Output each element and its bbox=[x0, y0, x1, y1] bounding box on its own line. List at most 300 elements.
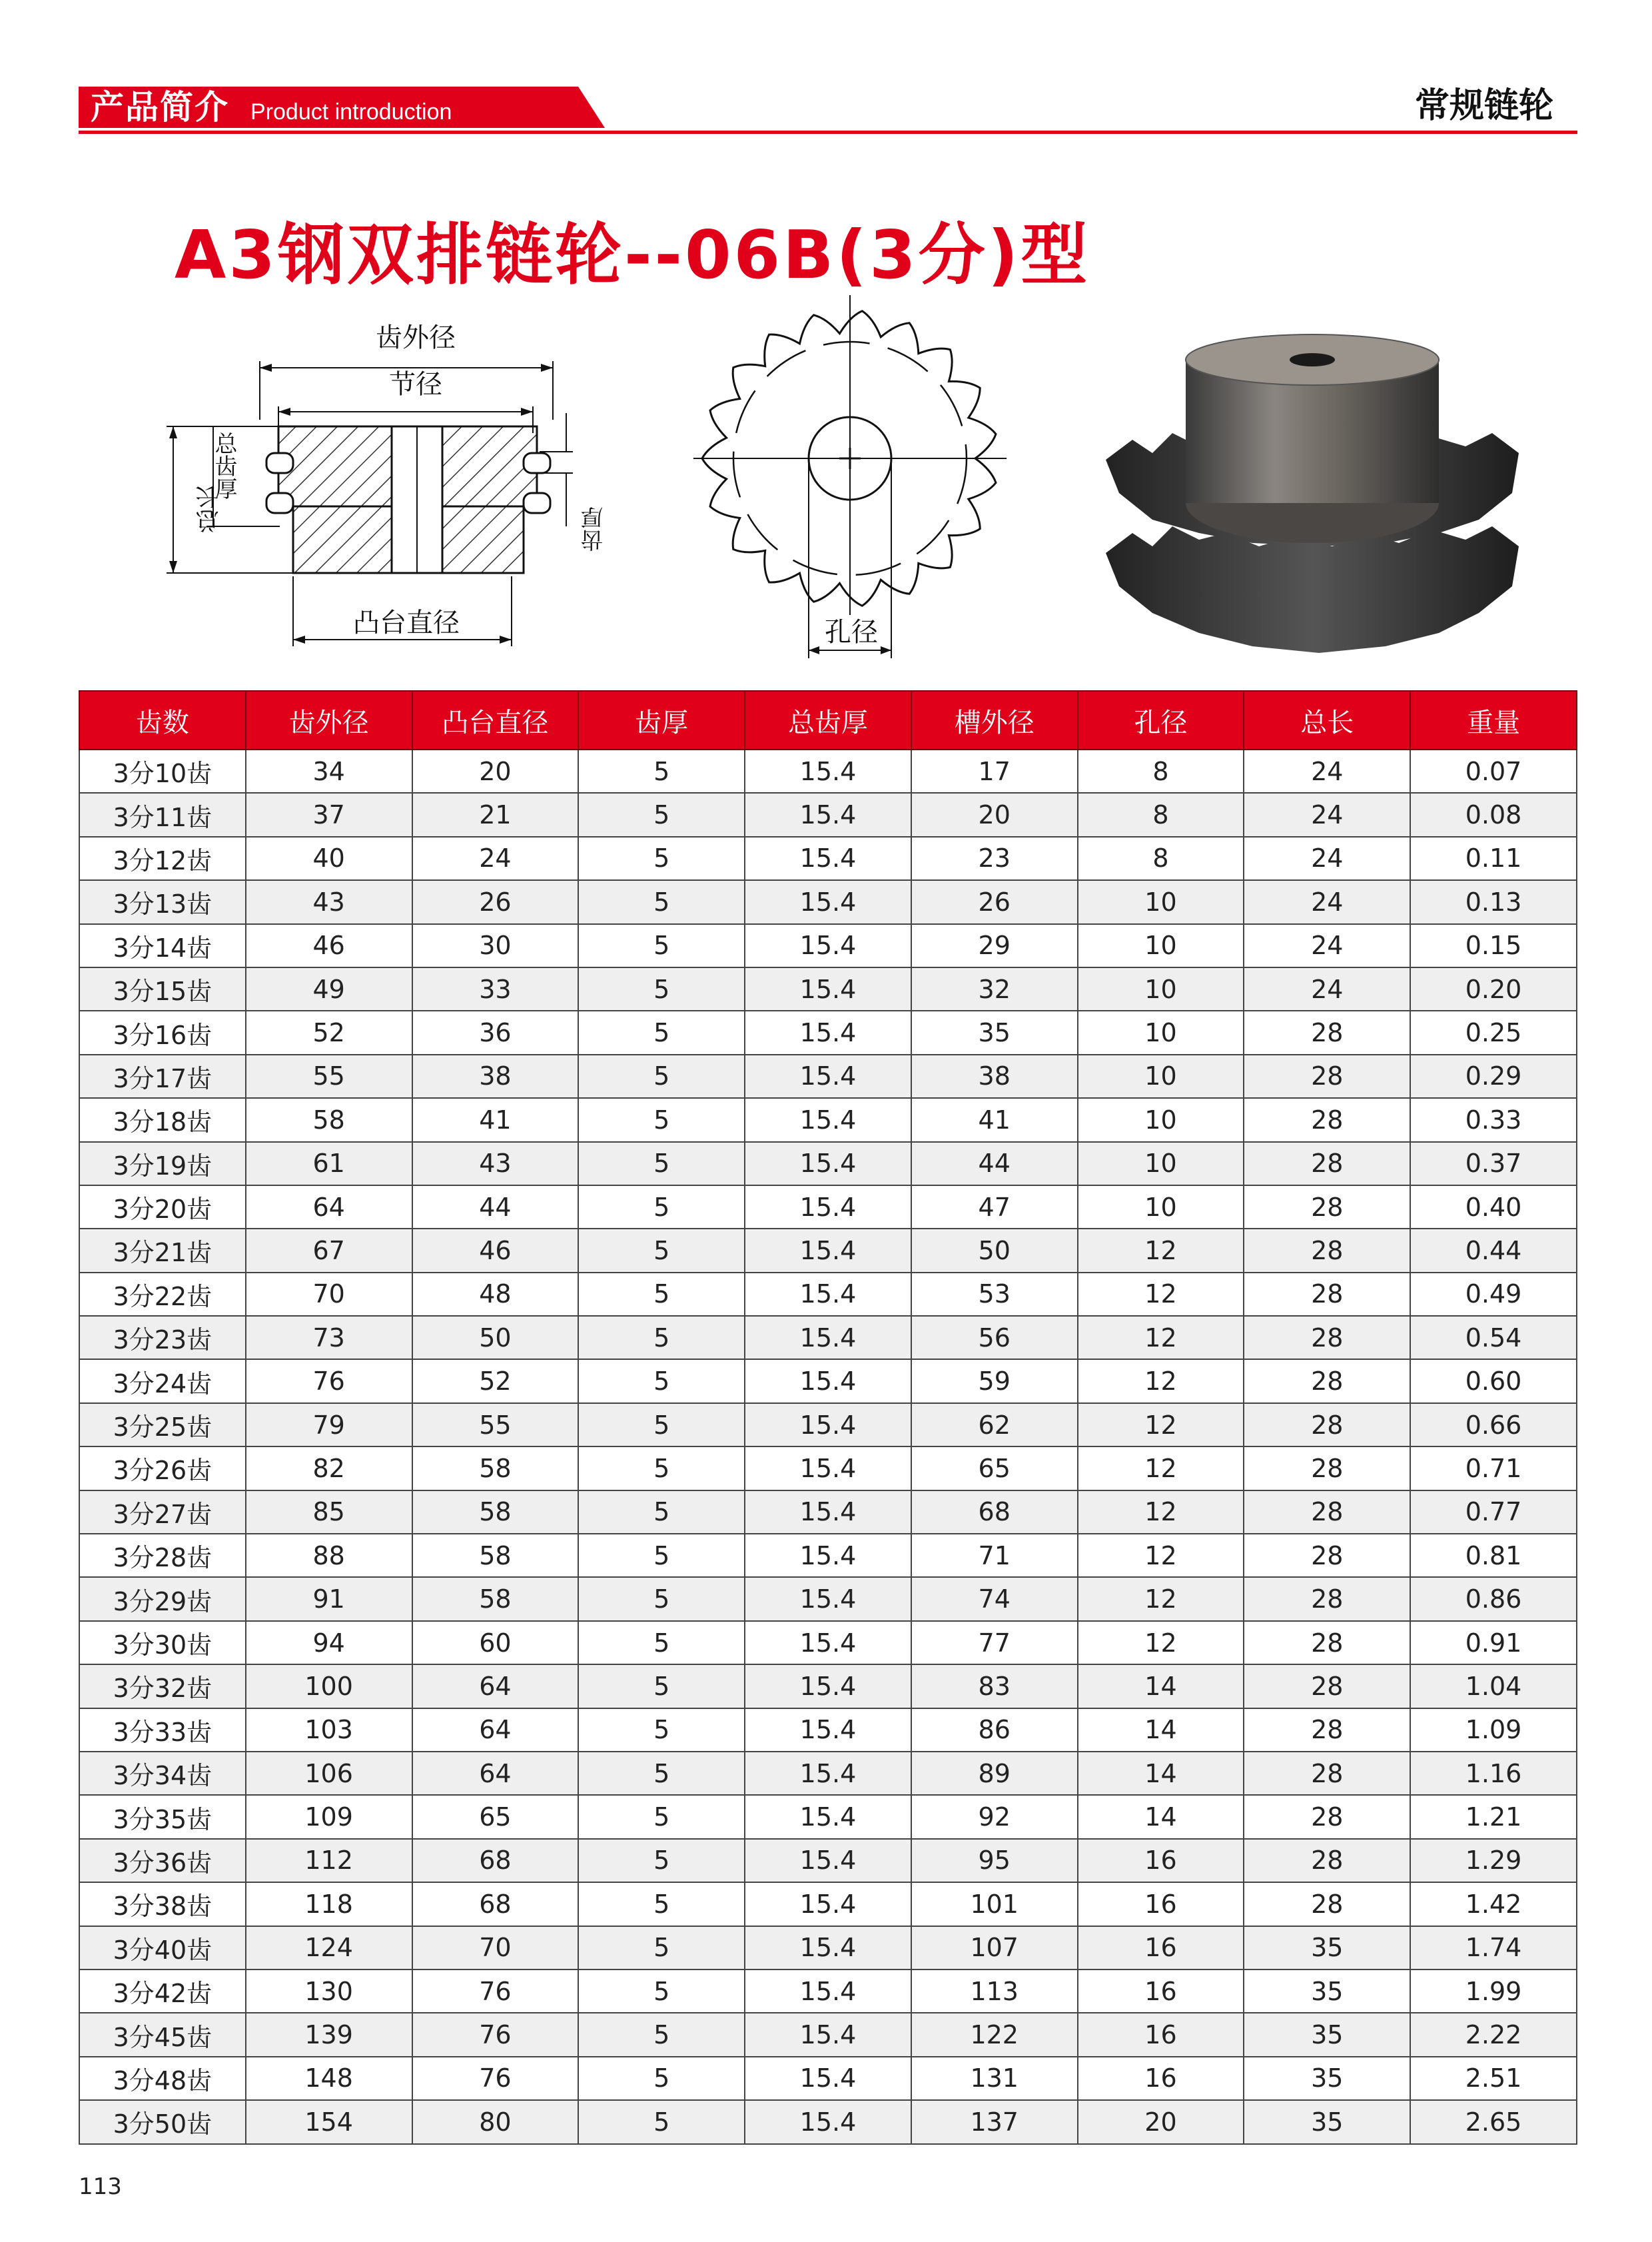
table-cell: 83 bbox=[911, 1664, 1078, 1708]
table-cell: 24 bbox=[1244, 750, 1410, 793]
table-cell: 3分23齿 bbox=[79, 1316, 246, 1359]
table-cell: 43 bbox=[412, 1142, 579, 1185]
table-cell: 55 bbox=[412, 1403, 579, 1446]
table-cell: 41 bbox=[412, 1098, 579, 1141]
table-row bbox=[79, 2013, 1577, 2056]
table-cell: 3分28齿 bbox=[79, 1534, 246, 1577]
table-cell: 3分36齿 bbox=[79, 1839, 246, 1882]
front-view-diagram bbox=[686, 293, 1032, 666]
table-cell: 88 bbox=[246, 1534, 412, 1577]
table-row bbox=[79, 1795, 1577, 1838]
table-cell: 15.4 bbox=[745, 1577, 911, 1620]
table-cell: 10 bbox=[1078, 880, 1244, 923]
table-cell: 3分19齿 bbox=[79, 1142, 246, 1185]
col-header: 重量 bbox=[1410, 691, 1577, 750]
table-cell: 15.4 bbox=[745, 1969, 911, 2013]
table-cell: 41 bbox=[911, 1098, 1078, 1141]
table-cell: 92 bbox=[911, 1795, 1078, 1838]
table-cell: 67 bbox=[246, 1229, 412, 1272]
table-cell: 3分24齿 bbox=[79, 1359, 246, 1402]
table-row bbox=[79, 1403, 1577, 1446]
table-cell: 28 bbox=[1244, 1011, 1410, 1054]
table-cell: 15.4 bbox=[745, 2100, 911, 2143]
table-cell: 55 bbox=[246, 1055, 412, 1098]
table-row bbox=[79, 1534, 1577, 1577]
table-cell: 58 bbox=[412, 1490, 579, 1534]
table-cell: 28 bbox=[1244, 1273, 1410, 1316]
table-cell: 12 bbox=[1078, 1229, 1244, 1272]
table-cell: 8 bbox=[1078, 750, 1244, 793]
table-cell: 15.4 bbox=[745, 967, 911, 1011]
table-row bbox=[79, 1185, 1577, 1229]
table-row bbox=[79, 1055, 1577, 1098]
table-cell: 5 bbox=[578, 1577, 745, 1620]
table-cell: 77 bbox=[911, 1621, 1078, 1664]
table-cell: 12 bbox=[1078, 1446, 1244, 1490]
table-cell: 5 bbox=[578, 1926, 745, 1969]
table-cell: 28 bbox=[1244, 1839, 1410, 1882]
table-cell: 12 bbox=[1078, 1621, 1244, 1664]
table-cell: 15.4 bbox=[745, 1621, 911, 1664]
table-cell: 124 bbox=[246, 1926, 412, 1969]
table-cell: 85 bbox=[246, 1490, 412, 1534]
table-cell: 101 bbox=[911, 1882, 1078, 1926]
table-cell: 15.4 bbox=[745, 837, 911, 880]
table-cell: 5 bbox=[578, 1142, 745, 1185]
table-cell: 53 bbox=[911, 1273, 1078, 1316]
table-cell: 1.29 bbox=[1410, 1839, 1577, 1882]
table-cell: 15.4 bbox=[745, 1839, 911, 1882]
table-cell: 70 bbox=[246, 1273, 412, 1316]
table-cell: 2.51 bbox=[1410, 2057, 1577, 2100]
table-cell: 3分30齿 bbox=[79, 1621, 246, 1664]
table-cell: 5 bbox=[578, 2100, 745, 2143]
table-cell: 28 bbox=[1244, 1055, 1410, 1098]
table-cell: 3分17齿 bbox=[79, 1055, 246, 1098]
table-cell: 34 bbox=[246, 750, 412, 793]
table-cell: 73 bbox=[246, 1316, 412, 1359]
category-label: 常规链轮 bbox=[1414, 86, 1553, 126]
table-cell: 2.22 bbox=[1410, 2013, 1577, 2056]
table-cell: 35 bbox=[1244, 1926, 1410, 1969]
table-cell: 5 bbox=[578, 1229, 745, 1272]
table-header-row bbox=[79, 691, 1577, 750]
table-cell: 26 bbox=[412, 880, 579, 923]
table-cell: 10 bbox=[1078, 1011, 1244, 1054]
table-cell: 3分18齿 bbox=[79, 1098, 246, 1141]
table-cell: 24 bbox=[1244, 837, 1410, 880]
table-cell: 3分10齿 bbox=[79, 750, 246, 793]
table-cell: 5 bbox=[578, 1534, 745, 1577]
table-cell: 0.71 bbox=[1410, 1446, 1577, 1490]
table-cell: 15.4 bbox=[745, 1098, 911, 1141]
table-cell: 0.37 bbox=[1410, 1142, 1577, 1185]
table-cell: 107 bbox=[911, 1926, 1078, 1969]
table-cell: 28 bbox=[1244, 1621, 1410, 1664]
table-cell: 0.11 bbox=[1410, 837, 1577, 880]
table-cell: 52 bbox=[412, 1359, 579, 1402]
table-cell: 64 bbox=[412, 1664, 579, 1708]
table-cell: 94 bbox=[246, 1621, 412, 1664]
table-cell: 35 bbox=[1244, 2057, 1410, 2100]
table-cell: 29 bbox=[911, 924, 1078, 967]
table-cell: 28 bbox=[1244, 1316, 1410, 1359]
table-cell: 0.29 bbox=[1410, 1055, 1577, 1098]
table-cell: 16 bbox=[1078, 1839, 1244, 1882]
table-cell: 35 bbox=[1244, 2100, 1410, 2143]
table-cell: 15.4 bbox=[745, 1403, 911, 1446]
table-cell: 103 bbox=[246, 1708, 412, 1752]
label-total-length: 总长 bbox=[195, 485, 223, 533]
table-cell: 20 bbox=[911, 793, 1078, 836]
table-row bbox=[79, 1273, 1577, 1316]
table-cell: 12 bbox=[1078, 1273, 1244, 1316]
table-cell: 48 bbox=[412, 1273, 579, 1316]
table-cell: 3分20齿 bbox=[79, 1185, 246, 1229]
table-cell: 43 bbox=[246, 880, 412, 923]
table-row bbox=[79, 750, 1577, 793]
table-cell: 20 bbox=[412, 750, 579, 793]
table-cell: 37 bbox=[246, 793, 412, 836]
table-cell: 0.40 bbox=[1410, 1185, 1577, 1229]
table-cell: 5 bbox=[578, 1621, 745, 1664]
table-cell: 0.25 bbox=[1410, 1011, 1577, 1054]
label-bore-dia: 孔径 bbox=[825, 617, 878, 648]
table-cell: 118 bbox=[246, 1882, 412, 1926]
table-row bbox=[79, 1882, 1577, 1926]
table-cell: 16 bbox=[1078, 2057, 1244, 2100]
table-cell: 15.4 bbox=[745, 1926, 911, 1969]
table-cell: 14 bbox=[1078, 1795, 1244, 1838]
table-cell: 58 bbox=[412, 1577, 579, 1620]
table-cell: 50 bbox=[412, 1316, 579, 1359]
table-cell: 26 bbox=[911, 880, 1078, 923]
table-cell: 28 bbox=[1244, 1795, 1410, 1838]
table-cell: 5 bbox=[578, 1273, 745, 1316]
col-header: 齿厚 bbox=[578, 691, 745, 750]
table-cell: 12 bbox=[1078, 1577, 1244, 1620]
table-cell: 79 bbox=[246, 1403, 412, 1446]
table-cell: 8 bbox=[1078, 793, 1244, 836]
table-cell: 28 bbox=[1244, 1185, 1410, 1229]
table-cell: 76 bbox=[412, 2013, 579, 2056]
table-cell: 0.44 bbox=[1410, 1229, 1577, 1272]
col-header: 孔径 bbox=[1078, 691, 1244, 750]
table-cell: 76 bbox=[412, 2057, 579, 2100]
page-title: A3钢双排链轮--06B(3分)型 bbox=[175, 216, 1090, 294]
table-cell: 3分14齿 bbox=[79, 924, 246, 967]
table-row bbox=[79, 793, 1577, 836]
table-cell: 5 bbox=[578, 750, 745, 793]
table-cell: 5 bbox=[578, 1316, 745, 1359]
table-cell: 15.4 bbox=[745, 1359, 911, 1402]
table-cell: 49 bbox=[246, 967, 412, 1011]
table-cell: 122 bbox=[911, 2013, 1078, 2056]
table-cell: 46 bbox=[412, 1229, 579, 1272]
table-cell: 52 bbox=[246, 1011, 412, 1054]
table-cell: 15.4 bbox=[745, 1708, 911, 1752]
table-row bbox=[79, 1664, 1577, 1708]
cross-section-diagram bbox=[160, 313, 626, 660]
table-cell: 50 bbox=[911, 1229, 1078, 1272]
table-cell: 15.4 bbox=[745, 793, 911, 836]
label-tooth-thickness: 齿厚 bbox=[581, 506, 608, 552]
table-cell: 89 bbox=[911, 1752, 1078, 1795]
table-cell: 35 bbox=[911, 1011, 1078, 1054]
table-cell: 62 bbox=[911, 1403, 1078, 1446]
label-tooth-outer-dia: 齿外径 bbox=[376, 322, 456, 353]
table-row bbox=[79, 1969, 1577, 2013]
table-row bbox=[79, 1839, 1577, 1882]
label-hub-dia: 凸台直径 bbox=[353, 608, 460, 638]
table-cell: 24 bbox=[1244, 924, 1410, 967]
table-cell: 44 bbox=[412, 1185, 579, 1229]
label-total-tooth-thickness: 总齿厚 bbox=[210, 432, 237, 500]
table-cell: 64 bbox=[412, 1752, 579, 1795]
table-cell: 3分11齿 bbox=[79, 793, 246, 836]
table-row bbox=[79, 1708, 1577, 1752]
table-cell: 82 bbox=[246, 1446, 412, 1490]
table-cell: 64 bbox=[246, 1185, 412, 1229]
table-cell: 28 bbox=[1244, 1403, 1410, 1446]
table-cell: 14 bbox=[1078, 1752, 1244, 1795]
table-cell: 91 bbox=[246, 1577, 412, 1620]
col-header: 总长 bbox=[1244, 691, 1410, 750]
table-cell: 28 bbox=[1244, 1490, 1410, 1534]
table-cell: 86 bbox=[911, 1708, 1078, 1752]
table-cell: 1.09 bbox=[1410, 1708, 1577, 1752]
table-cell: 12 bbox=[1078, 1490, 1244, 1534]
table-cell: 12 bbox=[1078, 1359, 1244, 1402]
table-cell: 12 bbox=[1078, 1534, 1244, 1577]
table-cell: 12 bbox=[1078, 1403, 1244, 1446]
table-cell: 38 bbox=[911, 1055, 1078, 1098]
table-cell: 131 bbox=[911, 2057, 1078, 2100]
table-cell: 28 bbox=[1244, 1664, 1410, 1708]
table-cell: 44 bbox=[911, 1142, 1078, 1185]
table-cell: 56 bbox=[911, 1316, 1078, 1359]
table-row bbox=[79, 2057, 1577, 2100]
table-cell: 3分29齿 bbox=[79, 1577, 246, 1620]
table-cell: 1.04 bbox=[1410, 1664, 1577, 1708]
table-cell: 5 bbox=[578, 837, 745, 880]
table-cell: 3分33齿 bbox=[79, 1708, 246, 1752]
table-cell: 70 bbox=[412, 1926, 579, 1969]
table-cell: 15.4 bbox=[745, 1273, 911, 1316]
table-cell: 10 bbox=[1078, 1055, 1244, 1098]
table-cell: 0.49 bbox=[1410, 1273, 1577, 1316]
table-row bbox=[79, 1621, 1577, 1664]
table-cell: 5 bbox=[578, 1185, 745, 1229]
table-cell: 137 bbox=[911, 2100, 1078, 2143]
table-row bbox=[79, 2100, 1577, 2143]
table-cell: 3分35齿 bbox=[79, 1795, 246, 1838]
table-cell: 64 bbox=[412, 1708, 579, 1752]
table-row bbox=[79, 1490, 1577, 1534]
table-cell: 46 bbox=[246, 924, 412, 967]
table-cell: 0.66 bbox=[1410, 1403, 1577, 1446]
table-cell: 3分15齿 bbox=[79, 967, 246, 1011]
table-cell: 3分12齿 bbox=[79, 837, 246, 880]
table-cell: 5 bbox=[578, 924, 745, 967]
table-cell: 1.74 bbox=[1410, 1926, 1577, 1969]
table-cell: 3分22齿 bbox=[79, 1273, 246, 1316]
table-cell: 35 bbox=[1244, 2013, 1410, 2056]
table-cell: 0.07 bbox=[1410, 750, 1577, 793]
table-cell: 1.42 bbox=[1410, 1882, 1577, 1926]
label-pitch-dia: 节径 bbox=[389, 369, 442, 400]
table-row bbox=[79, 1577, 1577, 1620]
col-header: 齿数 bbox=[79, 691, 246, 750]
table-cell: 0.33 bbox=[1410, 1098, 1577, 1141]
table-cell: 20 bbox=[1078, 2100, 1244, 2143]
table-cell: 1.21 bbox=[1410, 1795, 1577, 1838]
table-cell: 5 bbox=[578, 1664, 745, 1708]
table-row bbox=[79, 1142, 1577, 1185]
table-cell: 5 bbox=[578, 967, 745, 1011]
header-divider bbox=[79, 131, 1577, 134]
table-cell: 16 bbox=[1078, 1926, 1244, 1969]
table-cell: 5 bbox=[578, 1795, 745, 1838]
table-cell: 154 bbox=[246, 2100, 412, 2143]
table-cell: 10 bbox=[1078, 1142, 1244, 1185]
table-cell: 40 bbox=[246, 837, 412, 880]
table-cell: 3分27齿 bbox=[79, 1490, 246, 1534]
table-row bbox=[79, 1926, 1577, 1969]
table-cell: 3分34齿 bbox=[79, 1752, 246, 1795]
table-cell: 33 bbox=[412, 967, 579, 1011]
table-cell: 5 bbox=[578, 1969, 745, 2013]
table-cell: 21 bbox=[412, 793, 579, 836]
table-cell: 61 bbox=[246, 1142, 412, 1185]
table-cell: 0.81 bbox=[1410, 1534, 1577, 1577]
table-cell: 28 bbox=[1244, 1142, 1410, 1185]
table-cell: 0.86 bbox=[1410, 1577, 1577, 1620]
table-cell: 28 bbox=[1244, 1882, 1410, 1926]
table-cell: 15.4 bbox=[745, 750, 911, 793]
table-cell: 2.65 bbox=[1410, 2100, 1577, 2143]
table-cell: 65 bbox=[911, 1446, 1078, 1490]
table-cell: 14 bbox=[1078, 1708, 1244, 1752]
table-row bbox=[79, 967, 1577, 1011]
table-cell: 71 bbox=[911, 1534, 1078, 1577]
table-cell: 8 bbox=[1078, 837, 1244, 880]
table-cell: 15.4 bbox=[745, 2057, 911, 2100]
table-cell: 28 bbox=[1244, 1577, 1410, 1620]
table-cell: 0.91 bbox=[1410, 1621, 1577, 1664]
table-cell: 5 bbox=[578, 2013, 745, 2056]
table-cell: 28 bbox=[1244, 1534, 1410, 1577]
table-cell: 58 bbox=[412, 1534, 579, 1577]
table-cell: 5 bbox=[578, 1446, 745, 1490]
table-cell: 0.60 bbox=[1410, 1359, 1577, 1402]
table-cell: 0.08 bbox=[1410, 793, 1577, 836]
table-cell: 36 bbox=[412, 1011, 579, 1054]
banner-title-en: Product introduction bbox=[250, 99, 452, 125]
table-cell: 28 bbox=[1244, 1229, 1410, 1272]
table-cell: 76 bbox=[246, 1359, 412, 1402]
table-cell: 68 bbox=[412, 1882, 579, 1926]
table-cell: 1.99 bbox=[1410, 1969, 1577, 2013]
banner-title-zh: 产品简介 bbox=[91, 88, 229, 127]
table-row bbox=[79, 1316, 1577, 1359]
table-cell: 15.4 bbox=[745, 1664, 911, 1708]
table-cell: 38 bbox=[412, 1055, 579, 1098]
table-cell: 5 bbox=[578, 1839, 745, 1882]
table-cell: 0.54 bbox=[1410, 1316, 1577, 1359]
table-cell: 95 bbox=[911, 1839, 1078, 1882]
table-cell: 5 bbox=[578, 1752, 745, 1795]
table-row bbox=[79, 880, 1577, 923]
table-cell: 35 bbox=[1244, 1969, 1410, 2013]
table-cell: 15.4 bbox=[745, 2013, 911, 2056]
table-cell: 58 bbox=[246, 1098, 412, 1141]
table-cell: 5 bbox=[578, 880, 745, 923]
table-cell: 100 bbox=[246, 1664, 412, 1708]
table-cell: 30 bbox=[412, 924, 579, 967]
table-cell: 58 bbox=[412, 1446, 579, 1490]
table-cell: 80 bbox=[412, 2100, 579, 2143]
table-cell: 0.20 bbox=[1410, 967, 1577, 1011]
table-cell: 112 bbox=[246, 1839, 412, 1882]
table-cell: 5 bbox=[578, 1490, 745, 1534]
table-cell: 68 bbox=[911, 1490, 1078, 1534]
page-number: 113 bbox=[79, 2173, 122, 2200]
table-row bbox=[79, 1752, 1577, 1795]
table-cell: 5 bbox=[578, 1098, 745, 1141]
table-cell: 15.4 bbox=[745, 1534, 911, 1577]
spec-table bbox=[79, 690, 1577, 2145]
table-cell: 60 bbox=[412, 1621, 579, 1664]
table-cell: 148 bbox=[246, 2057, 412, 2100]
table-cell: 15.4 bbox=[745, 1142, 911, 1185]
table-cell: 3分50齿 bbox=[79, 2100, 246, 2143]
table-cell: 23 bbox=[911, 837, 1078, 880]
table-cell: 15.4 bbox=[745, 1882, 911, 1926]
table-cell: 68 bbox=[412, 1839, 579, 1882]
table-cell: 0.77 bbox=[1410, 1490, 1577, 1534]
table-row bbox=[79, 924, 1577, 967]
table-cell: 10 bbox=[1078, 1185, 1244, 1229]
table-cell: 76 bbox=[412, 1969, 579, 2013]
table-cell: 5 bbox=[578, 2057, 745, 2100]
table-cell: 15.4 bbox=[745, 1185, 911, 1229]
table-cell: 3分25齿 bbox=[79, 1403, 246, 1446]
table-cell: 3分26齿 bbox=[79, 1446, 246, 1490]
table-cell: 14 bbox=[1078, 1664, 1244, 1708]
table-row bbox=[79, 837, 1577, 880]
col-header: 齿外径 bbox=[246, 691, 412, 750]
table-cell: 15.4 bbox=[745, 924, 911, 967]
table-cell: 113 bbox=[911, 1969, 1078, 2013]
table-row bbox=[79, 1446, 1577, 1490]
table-cell: 24 bbox=[412, 837, 579, 880]
table-row bbox=[79, 1011, 1577, 1054]
table-cell: 5 bbox=[578, 1403, 745, 1446]
table-cell: 10 bbox=[1078, 967, 1244, 1011]
table-cell: 10 bbox=[1078, 924, 1244, 967]
table-cell: 15.4 bbox=[745, 1229, 911, 1272]
table-cell: 15.4 bbox=[745, 1316, 911, 1359]
product-photo bbox=[1092, 333, 1532, 666]
table-cell: 130 bbox=[246, 1969, 412, 2013]
table-cell: 5 bbox=[578, 1055, 745, 1098]
table-cell: 32 bbox=[911, 967, 1078, 1011]
table-cell: 1.16 bbox=[1410, 1752, 1577, 1795]
table-cell: 16 bbox=[1078, 1882, 1244, 1926]
table-cell: 28 bbox=[1244, 1446, 1410, 1490]
table-cell: 10 bbox=[1078, 1098, 1244, 1141]
